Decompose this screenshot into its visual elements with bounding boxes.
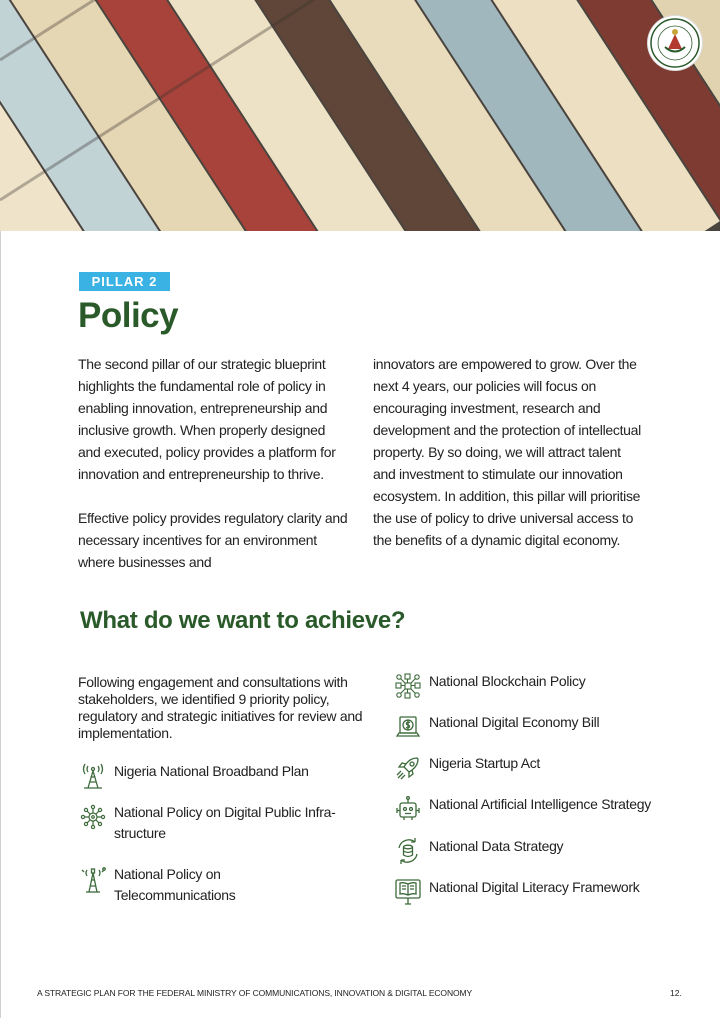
paragraph: The second pillar of our strategic blueprint highlights the fundamental role of policy in enabling innovation, entrepreneurship and inclusive growth. When properly designed and executed, policy provides a platform for innovation and entrepreneurship to thrive.	[78, 356, 336, 482]
list-item-label: National Artificial Intelligence Strategy	[429, 796, 651, 812]
list-item	[393, 753, 693, 783]
list-item	[393, 877, 693, 907]
section-subtitle: What do we want to achieve?	[80, 607, 406, 634]
list-item-label: National Policy on Telecommunications	[114, 866, 236, 903]
footer-text: A STRATEGIC PLAN FOR THE FEDERAL MINISTRY OF COMMUNICATIONS, INNOVATION & DIGITAL ECONOMY	[37, 988, 473, 998]
blockchain-icon	[393, 671, 423, 701]
achieve-intro: Following engagement and consultations with stakeholders, we identified 9 priority policy, regulatory and strategic initiatives for review and implementation.	[78, 674, 363, 741]
rocket-icon	[393, 753, 423, 783]
list-item-label: National Data Strategy	[429, 838, 564, 854]
page-edge-rule	[0, 231, 1, 1018]
list-item-label: National Digital Economy Bill	[429, 714, 600, 730]
list-item	[393, 712, 693, 742]
list-item	[393, 836, 693, 866]
list-item-label: Nigeria Startup Act	[429, 755, 541, 771]
list-item	[78, 761, 358, 791]
page-title: Policy	[78, 296, 179, 335]
hero-books-image	[0, 0, 720, 231]
telecom-mast-icon	[78, 864, 108, 894]
ministry-seal-icon	[648, 16, 702, 70]
paragraph: Effective policy provides regulatory clarity and necessary incentives for an environment where businesses and	[78, 510, 348, 570]
list-item	[393, 794, 693, 824]
paragraph: innovators are empowered to grow. Over the next 4 years, our policies will focus on encouraging investment, research and development and the protection of intellectual property. By so doing, we will attract talent and investment to stimulate our innovation ecosystem. In addition, this pillar will prioritise the use of policy to drive universal access to the benefits of a dynamic digital economy.	[373, 356, 641, 548]
laptop-dollar-icon	[393, 712, 423, 742]
pillar-tag: PILLAR 2	[79, 272, 170, 291]
page-number: 12.	[670, 988, 682, 998]
body-column-right	[373, 353, 643, 551]
computer-book-icon	[393, 877, 423, 907]
network-hub-icon	[78, 802, 108, 832]
list-item-label: Nigeria National Broadband Plan	[114, 763, 309, 779]
broadband-tower-icon	[78, 761, 108, 791]
list-item	[78, 864, 358, 906]
list-item	[78, 802, 358, 844]
list-item-label: National Policy on Digital Public Infra-structure	[114, 804, 336, 841]
body-column-left	[78, 353, 348, 573]
list-item-label: National Blockchain Policy	[429, 673, 586, 689]
data-cycle-icon	[393, 836, 423, 866]
list-item-label: National Digital Literacy Framework	[429, 879, 640, 895]
list-item	[393, 671, 693, 701]
robot-icon	[393, 794, 423, 824]
